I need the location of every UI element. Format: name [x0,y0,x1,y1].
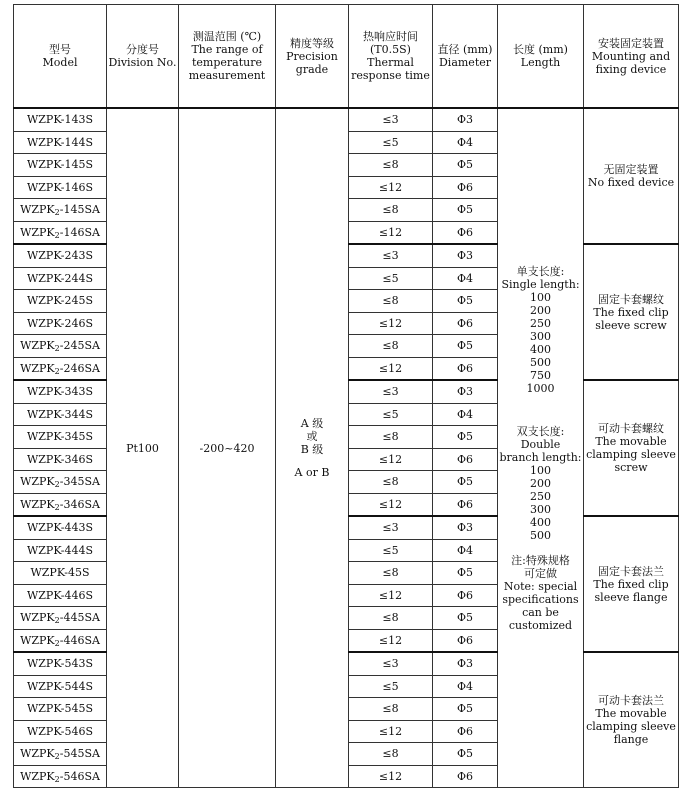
diameter-cell: Φ4 [433,675,498,698]
model-cell: WZPK-543S [14,652,107,675]
diameter-cell: Φ4 [433,539,498,562]
diameter-cell: Φ5 [433,607,498,630]
response-time-cell: ≤8 [349,199,433,222]
diameter-cell: Φ5 [433,154,498,177]
response-time-cell: ≤8 [349,426,433,449]
response-time-cell: ≤8 [349,335,433,358]
response-time-cell: ≤3 [349,516,433,539]
double-length-label: 双支长度: [516,424,565,438]
diameter-cell: Φ3 [433,516,498,539]
response-time-cell: ≤5 [349,131,433,154]
response-time-cell: ≤12 [349,584,433,607]
mounting-cell: 可动卡套螺纹 The movable clamping sleeve screw [584,380,679,516]
response-time-cell: ≤5 [349,539,433,562]
model-cell: $WZPK_2-445SA$ [14,607,107,630]
length-cell: 单支长度: Single length: 100 200 250 300 400 500 750 1000 双支长度: Double branch length: 100 200 250 300 400 500 注:特殊规格 可定做 Note: special specifications can be customized [498,108,584,788]
diameter-cell: Φ6 [433,448,498,471]
header-mounting: 安装固定装置 Mounting and fixing device [584,5,679,109]
model-cell: $WZPK_2-245SA$ [14,335,107,358]
diameter-cell: Φ5 [433,698,498,721]
header-row [14,5,679,109]
model-cell: WZPK-344S [14,403,107,426]
model-cell: WZPK-546S [14,720,107,743]
model-cell: WZPK-345S [14,426,107,449]
response-time-cell: ≤12 [349,221,433,244]
response-time-cell: ≤12 [349,176,433,199]
diameter-cell: Φ6 [433,312,498,335]
model-cell: WZPK-443S [14,516,107,539]
model-cell: WZPK-544S [14,675,107,698]
response-time-cell: ≤5 [349,675,433,698]
response-time-cell: ≤8 [349,154,433,177]
response-time-cell: ≤5 [349,267,433,290]
model-cell: $WZPK_2-546SA$ [14,765,107,788]
response-time-cell: ≤8 [349,743,433,766]
diameter-cell: Φ5 [433,290,498,313]
response-time-cell: ≤3 [349,380,433,403]
response-time-cell: ≤8 [349,290,433,313]
range-cell: -200~420 [179,108,276,788]
model-cell: WZPK-243S [14,244,107,267]
diameter-cell: Φ6 [433,357,498,380]
diameter-cell: Φ5 [433,743,498,766]
model-cell: $WZPK_2-446SA$ [14,629,107,652]
response-time-cell: ≤8 [349,471,433,494]
response-time-cell: ≤8 [349,562,433,585]
model-cell: WZPK-244S [14,267,107,290]
response-time-cell: ≤12 [349,720,433,743]
diameter-cell: Φ3 [433,380,498,403]
diameter-cell: Φ4 [433,267,498,290]
model-cell: $WZPK_2-545SA$ [14,743,107,766]
diameter-cell: Φ3 [433,244,498,267]
response-time-cell: ≤12 [349,312,433,335]
model-cell: $WZPK_2-345SA$ [14,471,107,494]
diameter-cell: Φ5 [433,199,498,222]
diameter-cell: Φ6 [433,493,498,516]
response-time-cell: ≤12 [349,448,433,471]
model-cell: WZPK-45S [14,562,107,585]
diameter-cell: Φ3 [433,108,498,131]
response-time-cell: ≤3 [349,108,433,131]
spec-table [13,4,679,788]
diameter-cell: Φ6 [433,176,498,199]
response-time-cell: ≤3 [349,244,433,267]
mounting-cell: 固定卡套法兰 The fixed clip sleeve flange [584,516,679,652]
response-time-cell: ≤12 [349,765,433,788]
response-time-cell: ≤3 [349,652,433,675]
diameter-cell: Φ6 [433,584,498,607]
diameter-cell: Φ6 [433,221,498,244]
response-time-cell: ≤12 [349,493,433,516]
diameter-cell: Φ5 [433,335,498,358]
model-cell: $WZPK_2-146SA$ [14,221,107,244]
note-cn: 注:特殊规格 [511,553,570,567]
diameter-cell: Φ4 [433,403,498,426]
model-cell: $WZPK_2-346SA$ [14,493,107,516]
diameter-cell: Φ3 [433,652,498,675]
mounting-cell: 固定卡套螺纹 The fixed clip sleeve screw [584,244,679,380]
diameter-cell: Φ4 [433,131,498,154]
model-cell: WZPK-146S [14,176,107,199]
header-model: 型号 Model [14,5,107,109]
model-cell: WZPK-343S [14,380,107,403]
note-en: Note: special [503,579,578,593]
model-cell: WZPK-246S [14,312,107,335]
model-cell: WZPK-346S [14,448,107,471]
single-length-label: 单支长度: [516,264,565,278]
model-cell: WZPK-245S [14,290,107,313]
header-diameter: 直径 (mm) Diameter [433,5,498,109]
response-time-cell: ≤8 [349,698,433,721]
response-time-cell: ≤12 [349,357,433,380]
model-cell: WZPK-446S [14,584,107,607]
response-time-cell: ≤8 [349,607,433,630]
header-division: 分度号 Division No. [107,5,179,109]
header-range: 测温范围 (℃) The range of temperature measurement [179,5,276,109]
header-length: 长度 (mm) Length [498,5,584,109]
diameter-cell: Φ6 [433,765,498,788]
header-response-time: 热响应时间 (T0.5S) Thermal response time [349,5,433,109]
model-cell: WZPK-545S [14,698,107,721]
model-cell: WZPK-145S [14,154,107,177]
mounting-cell: 无固定装置 No fixed device [584,108,679,244]
diameter-cell: Φ5 [433,426,498,449]
response-time-cell: ≤12 [349,629,433,652]
model-cell: $WZPK_2-145SA$ [14,199,107,222]
model-cell: WZPK-144S [14,131,107,154]
response-time-cell: ≤5 [349,403,433,426]
diameter-cell: Φ6 [433,720,498,743]
diameter-cell: Φ6 [433,629,498,652]
precision-cell: A 级 或 B 级 A or B [276,108,349,788]
table-row [14,108,679,131]
single-length-label-en: Single length: [501,277,580,291]
diameter-cell: Φ5 [433,562,498,585]
header-precision: 精度等级 Precision grade [276,5,349,109]
model-cell: $WZPK_2-246SA$ [14,357,107,380]
model-cell: WZPK-444S [14,539,107,562]
mounting-cell: 可动卡套法兰 The movable clamping sleeve flange [584,652,679,788]
diameter-cell: Φ5 [433,471,498,494]
division-cell: Pt100 [107,108,179,788]
model-cell: WZPK-143S [14,108,107,131]
